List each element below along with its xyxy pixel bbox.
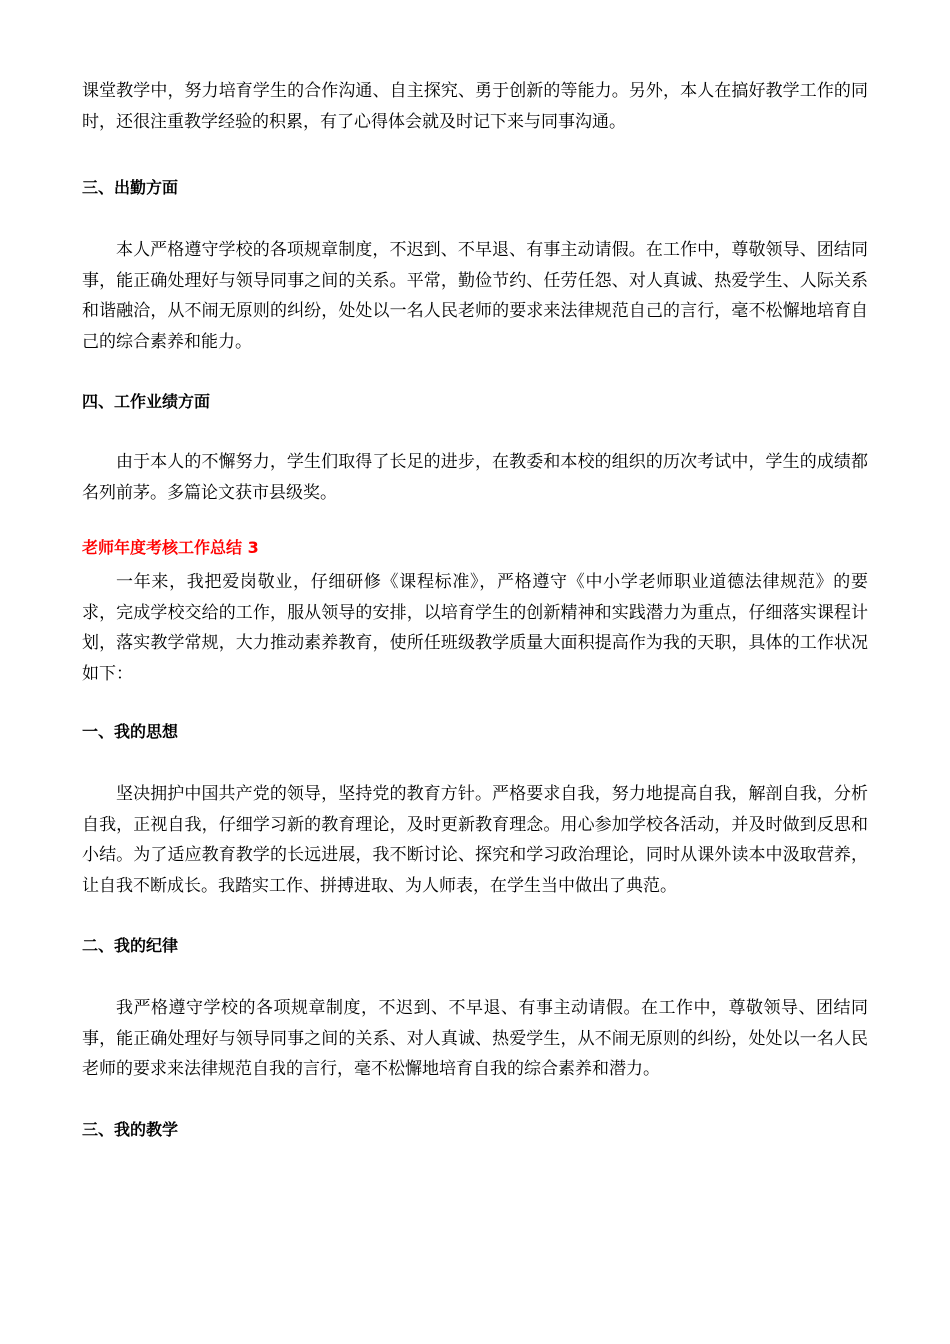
heading-attendance: 三、出勤方面	[82, 178, 179, 197]
heading-thought: 一、我的思想	[82, 722, 179, 741]
paragraph-intro: 一年来，我把爱岗敬业，仔细研修《课程标准》，严格遵守《中小学老师职业道德法律规范》的要求，完成学校交给的工作，服从领导的安排，以培育学生的创新精神和实践潜力为重点，仔细落实课程计划，落实教学常规，大力推动素养教育，使所任班级教学质量大面积提高作为我的天职，具体的工作状况如下：	[82, 572, 868, 684]
document-page	[82, 0, 868, 1145]
heading-performance: 四、工作业绩方面	[82, 392, 211, 411]
section-title: 老师年度考核工作总结 3	[82, 538, 259, 557]
paragraph-performance: 由于本人的不懈努力，学生们取得了长足的进步，在教委和本校的组织的历次考试中，学生的成绩都名列前茅。多篇论文获市县级奖。	[82, 452, 868, 503]
paragraph-attendance: 本人严格遵守学校的各项规章制度，不迟到、不早退、有事主动请假。在工作中，尊敬领导、团结同事，能正确处理好与领导同事之间的关系。平常，勤俭节约、任劳任怨、对人真诚、热爱学生、人际关系和谐融洽，从不闹无原则的纠纷，处处以一名人民老师的要求来法律规范自己的言行，毫不松懈地培育自己的综合素养和能力。	[82, 240, 868, 352]
paragraph-thought: 坚决拥护中国共产党的领导，坚持党的教育方针。严格要求自我，努力地提高自我，解剖自我，分析自我，正视自我，仔细学习新的教育理论，及时更新教育理念。用心参加学校各活动，并及时做到反思和小结。为了适应教育教学的长远进展，我不断讨论、探究和学习政治理论，同时从课外读本中汲取营养，让自我不断成长。我踏实工作、拼搏进取、为人师表，在学生当中做出了典范。	[82, 784, 868, 896]
paragraph-discipline: 我严格遵守学校的各项规章制度，不迟到、不早退、有事主动请假。在工作中，尊敬领导、团结同事，能正确处理好与领导同事之间的关系、对人真诚、热爱学生，从不闹无原则的纠纷，处处以一名人民老师的要求来法律规范自我的言行，毫不松懈地培育自我的综合素养和潜力。	[82, 998, 868, 1079]
heading-teaching: 三、我的教学	[82, 1119, 179, 1139]
heading-discipline: 二、我的纪律	[82, 936, 179, 955]
paragraph-teaching-cont: 课堂教学中，努力培育学生的合作沟通、自主探究、勇于创新的等能力。另外，本人在搞好教学工作的同时，还很注重教学经验的积累，有了心得体会就及时记下来与同事沟通。	[82, 81, 868, 132]
